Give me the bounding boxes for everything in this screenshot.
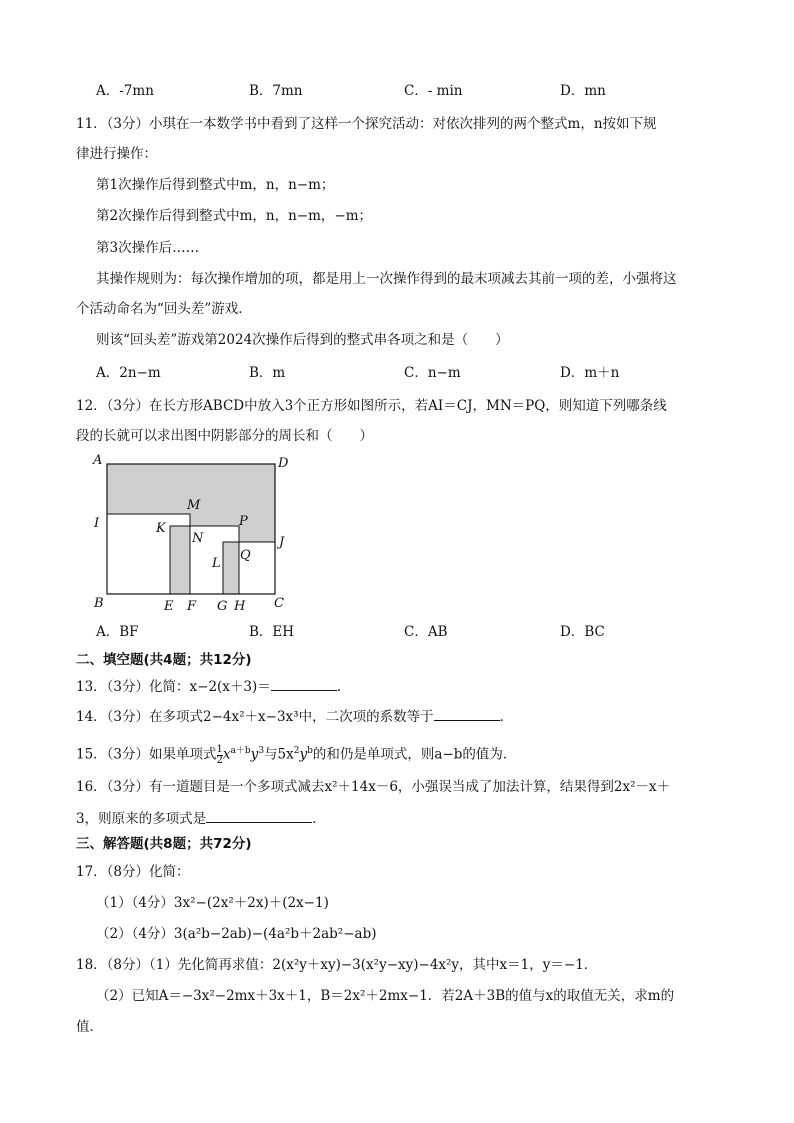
q15-pre: 15．（3分）如果单项式 <box>76 746 217 763</box>
q15-y: y <box>250 746 259 763</box>
q11-option-a: A．2n−m <box>96 365 161 381</box>
q18-part1: 18．（8分）（1）先化简再求值：2(x²y＋xy)−3(x²y−xy)−4x²y，其中x＝1，y＝−1． <box>76 957 598 973</box>
q15-y2: y <box>299 746 308 763</box>
q11-rule2: 个活动命名为“回头差”游戏． <box>76 301 252 317</box>
q17-lead: 17．（8分）化简： <box>76 864 190 880</box>
q16-blank <box>206 808 312 823</box>
q14-blank <box>434 706 500 721</box>
q15-sup4: b <box>307 746 313 756</box>
q14 <box>76 706 513 727</box>
q16-line1: 16．（3分）有一道题目是一个多项式减去x²＋14x－6，小强误当成了加法计算，结果得到2x²－x＋ <box>76 779 671 795</box>
q16-line2-wrap <box>76 808 326 829</box>
q12-lead2: 段的长就可以求出图中阴影部分的周长和（ ） <box>76 428 373 444</box>
q15-frac-num: 1 <box>216 743 223 755</box>
q10-option-d: D．mn <box>560 83 606 99</box>
shaded-strip-gh <box>223 542 239 594</box>
q11-option-b: B．m <box>249 365 286 381</box>
q15-x: x <box>222 746 231 763</box>
label-b: B <box>94 596 104 611</box>
label-m: M <box>187 498 201 513</box>
q11-question: 则该“回头差”游戏第2024次操作后得到的整式串各项之和是（ ） <box>96 332 509 348</box>
q12-option-c: C．AB <box>404 624 448 640</box>
label-e: E <box>164 599 174 614</box>
q17-part1: （1）（4分）3x²−(2x²＋2x)＋(2x−1) <box>96 895 329 911</box>
q11-step1: 第1次操作后得到整式中m，n，n−m； <box>96 177 335 193</box>
q16-line2: 3，则原来的多项式是 <box>76 811 207 827</box>
q13-end: . <box>336 679 342 695</box>
section-heading-fill-in: 二、填空题(共4题；共12分) <box>76 652 252 668</box>
label-k: K <box>156 521 166 536</box>
label-f: F <box>187 599 197 614</box>
q15-frac-den: 2 <box>216 754 223 766</box>
q13-text: 13．（3分）化简：x−2(x＋3)＝ <box>76 679 271 695</box>
label-l: L <box>212 556 221 571</box>
label-g: G <box>217 599 228 614</box>
q10-option-a: A．-7mn <box>96 83 154 99</box>
q11-lead2: 律进行操作： <box>76 146 157 162</box>
label-a: A <box>93 453 103 468</box>
q18-part2: （2）已知A＝−3x²−2mx＋3x＋1，B＝2x²＋2mx−1．若2A＋3B的值与x的取值无关，求m的 <box>96 988 675 1004</box>
q12-figure <box>88 448 308 618</box>
section-heading-solutions: 三、解答题(共8题；共72分) <box>76 836 252 852</box>
q18-part3: 值． <box>76 1019 103 1035</box>
q15-sup3: 2 <box>293 746 300 756</box>
q10-option-c: C．- min <box>404 83 463 99</box>
q11-step3: 第3次操作后…… <box>96 240 200 256</box>
q12-option-b: B．EH <box>249 624 295 640</box>
shaded-strip-ef <box>170 526 190 594</box>
q12-option-a: A．BF <box>96 624 139 640</box>
q11-rule1: 其操作规则为：每次操作增加的项，都是用上一次操作得到的最末项减去其前一项的差，小强将这 <box>96 271 677 287</box>
label-q: Q <box>240 548 251 563</box>
q11-lead: 11．（3分）小琪在一本数学书中看到了这样一个探究活动：对依次排列的两个整式m，n按如下规 <box>76 116 657 132</box>
q15-mid3: 与5x <box>264 746 294 763</box>
q15-post: 的和仍是单项式，则a−b的值为． <box>312 746 517 763</box>
label-d: D <box>278 456 289 471</box>
label-n: N <box>192 531 204 546</box>
q17-part2: （2）（4分）3(a²b−2ab)−(4a²b＋2ab²−ab) <box>96 926 377 942</box>
label-p: P <box>239 514 248 529</box>
label-h: H <box>234 599 246 614</box>
q10-option-b: B．7mn <box>249 83 303 99</box>
q12-option-d: D．BC <box>560 624 605 640</box>
q16-end: ． <box>312 811 326 827</box>
q14-text: 14．（3分）在多项式2−4x²＋x−3x³中，二次项的系数等于 <box>76 709 434 725</box>
q11-step2: 第2次操作后得到整式中m，n，n−m，−m； <box>96 208 373 224</box>
q14-end: ． <box>499 709 514 725</box>
label-c: C <box>274 596 284 611</box>
q12-lead: 12．（3分）在长方形ABCD中放入3个正方形如图所示，若AI＝CJ，MN＝PQ，则知道下列哪条线 <box>76 398 667 414</box>
q13-blank <box>271 676 337 691</box>
q11-option-d: D．m＋n <box>560 365 620 381</box>
q11-option-c: C．n−m <box>404 365 461 381</box>
label-j: J <box>279 535 285 550</box>
q15 <box>76 741 516 766</box>
q15-sup2: 3 <box>258 746 265 756</box>
q15-sup1: a＋b <box>230 746 251 756</box>
q13 <box>76 676 341 697</box>
label-i: I <box>94 516 100 531</box>
